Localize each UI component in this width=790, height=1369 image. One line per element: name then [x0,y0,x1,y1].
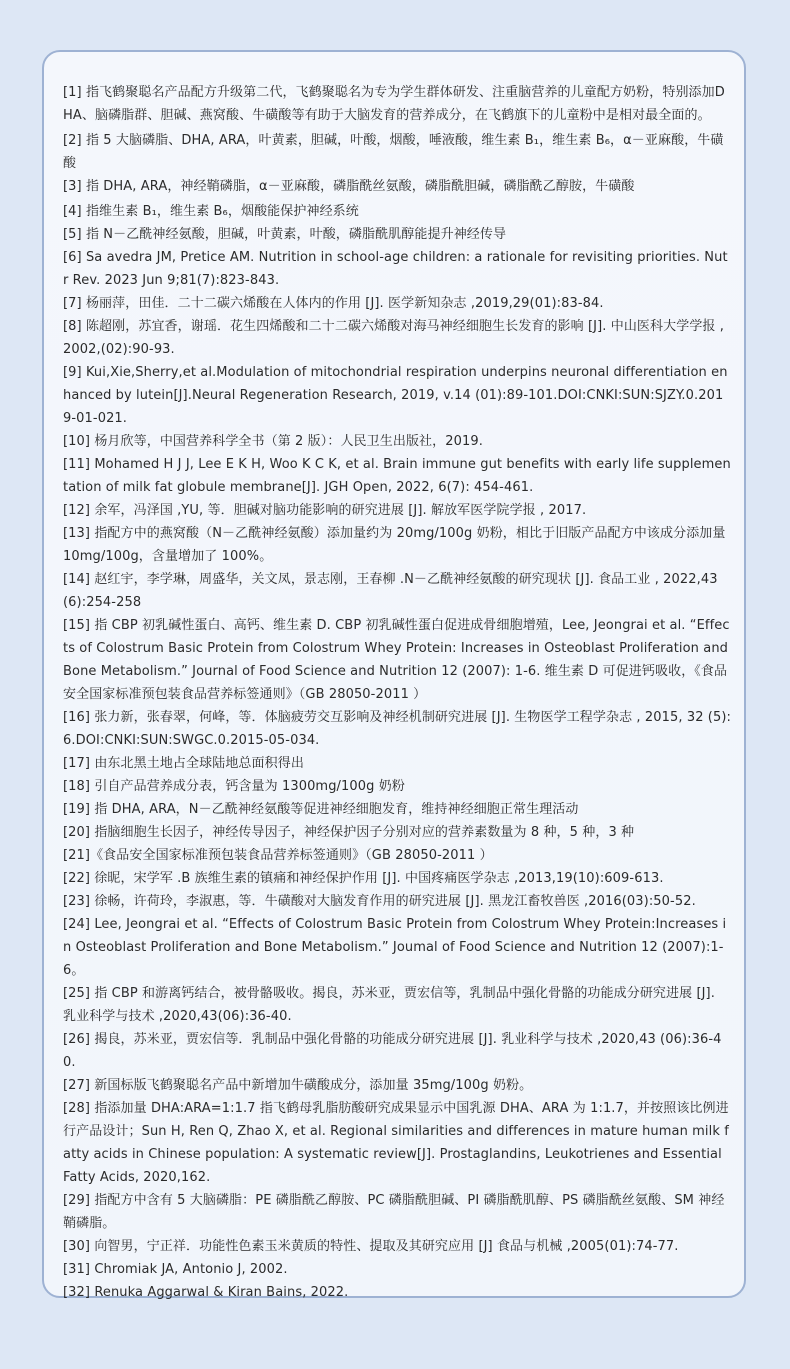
reference-item-6: [6] Sa avedra JM, Pretice AM. Nutrition in school-age children: a rationale for revisiting priorities. Nutr Rev. 2023 Jun 9;81(7):823-843. [63,250,728,288]
reference-item-30: [30] 向智男，宁正祥．功能性色素玉米黄质的特性、提取及其研究应用 [J] 食品与机械 ,2005(01):74-77. [63,1239,679,1254]
reference-item-14: [14] 赵红宇，李学琳，周盛华，关文凤，景志刚，王春柳 .N－乙酰神经氨酸的研究现状 [J]. 食品工业 , 2022,43(6):254-258 [63,572,718,610]
reference-item-12: [12] 余军，冯泽国 ,YU, 等．胆碱对脑功能影响的研究进展 [J]. 解放军医学院学报 , 2017. [63,503,587,518]
reference-item-9: [9] Kui,Xie,Sherry,et al.Modulation of mitochondrial respiration underpins neuronal differentiation enhanced by lutein[J].Neural Regeneration Research, 2019, v.14 (01):89-101.DOI:CNKI:SUN:SJZY.0.2019-01-021. [63,365,728,426]
reference-item-17: [17] 由东北黑土地占全球陆地总面积得出 [63,756,304,771]
reference-item-8: [8] 陈超刚，苏宜香，谢瑶．花生四烯酸和二十二碳六烯酸对海马神经细胞生长发育的影响 [J]. 中山医科大学学报 ,2002,(02):90-93. [63,319,724,357]
reference-item-26: [26] 揭良，苏米亚，贾宏信等．乳制品中强化骨骼的功能成分研究进展 [J]. 乳业科学与技术 ,2020,43 (06):36-40. [63,1032,722,1070]
reference-item-3: [3] 指 DHA, ARA，神经鞘磷脂，α－亚麻酸，磷脂酰丝氨酸，磷脂酰胆碱，磷脂酰乙醇胺，牛磺酸 [63,179,635,194]
reference-item-10: [10] 杨月欣等，中国营养科学全书（第 2 版）：人民卫生出版社，2019. [63,434,483,449]
reference-item-1: [1] 指飞鹤聚聪名产品配方升级第二代，飞鹤聚聪名为专为学生群体研发、注重脑营养的儿童配方奶粉，特别添加DHA、脑磷脂群、胆碱、燕窝酸、牛磺酸等有助于大脑发育的营养成分，在飞鹤旗下的儿童粉中是相对最全面的。 [63,85,725,123]
reference-item-28: [28] 指添加量 DHA:ARA=1:1.7 指飞鹤母乳脂肪酸研究成果显示中国乳源 DHA、ARA 为 1:1.7，并按照该比例进行产品设计；Sun H, Ren Q, Zhao X, et al. Regional similarities and differences in mature human milk fatty acids in Chinese population: A systematic review[J]. Prostaglandins, Leukotrienes and Essential Fatty Acids, 2020,162. [63,1101,729,1185]
reference-item-27: [27] 新国标版飞鹤聚聪名产品中新增加牛磺酸成分，添加量 35mg/100g 奶粉。 [63,1078,533,1093]
reference-item-20: [20] 指脑细胞生长因子，神经传导因子，神经保护因子分别对应的营养素数量为 8 种，5 种，3 种 [63,825,635,840]
reference-item-15: [15] 指 CBP 初乳碱性蛋白、高钙、维生素 D. CBP 初乳碱性蛋白促进成骨细胞增殖，Lee, Jeongrai et al. “Effects of Colostrum Basic Protein from Colostrum Whey Protein: Increases in Osteoblast Proliferation and Bone Metabolism.” Journal of Food Science and Nutrition 12 (2007): 1-6. 维生素 D 可促进钙吸收，《食品安全国家标准预包装食品营养标签通则》（GB 28050-2011 ） [63,618,730,702]
reference-item-4: [4] 指维生素 B₁，维生素 B₆，烟酸能保护神经系统 [63,204,359,219]
reference-item-19: [19] 指 DHA, ARA，N－乙酰神经氨酸等促进神经细胞发育，维持神经细胞正常生理活动 [63,802,579,817]
reference-item-22: [22] 徐昵，宋学军 .B 族维生素的镇痛和神经保护作用 [J]. 中国疼痛医学杂志 ,2013,19(10):609-613. [63,871,664,886]
reference-item-5: [5] 指 N－乙酰神经氨酸，胆碱，叶黄素，叶酸，磷脂酰肌醇能提升神经传导 [63,227,507,242]
reference-item-11: [11] Mohamed H J J, Lee E K H, Woo K C K, et al. Brain immune gut benefits with early life supplementation of milk fat globule membrane[J]. JGH Open, 2022, 6(7): 454-461. [63,457,731,495]
reference-item-7: [7] 杨丽萍，田佳．二十二碳六烯酸在人体内的作用 [J]. 医学新知杂志 ,2019,29(01):83-84. [63,296,604,311]
reference-item-24: [24] Lee, Jeongrai et al. “Effects of Colostrum Basic Protein from Colostrum Whey Protein:Increases in Osteoblast Proliferation and Bone Metabolism.” Joumal of Food Science and Nutrition 12 (2007):1-6。 [63,917,727,978]
reference-item-31: [31] Chromiak JA, Antonio J, 2002. [63,1262,288,1277]
reference-item-29: [29] 指配方中含有 5 大脑磷脂：PE 磷脂酰乙醇胺、PC 磷脂酰胆碱、PI 磷脂酰肌醇、PS 磷脂酰丝氨酸、SM 神经鞘磷脂。 [63,1193,725,1231]
reference-item-32: [32] Renuka Aggarwal & Kiran Bains, 2022. [63,1285,349,1300]
reference-item-18: [18] 引自产品营养成分表，钙含量为 1300mg/100g 奶粉 [63,779,405,794]
reference-item-13: [13] 指配方中的燕窝酸（N－乙酰神经氨酸）添加量约为 20mg/100g 奶粉，相比于旧版产品配方中该成分添加量 10mg/100g，含量增加了 100%。 [63,526,726,564]
reference-item-21: [21]《食品安全国家标准预包装食品营养标签通则》（GB 28050-2011 ） [63,848,493,863]
reference-item-16: [16] 张力新，张春翠，何峰，等．体脑疲劳交互影响及神经机制研究进展 [J]. 生物医学工程学杂志 , 2015, 32 (5):6.DOI:CNKI:SUN:SWGC.0.2015-05-034. [63,710,732,748]
reference-list [63,81,731,1304]
reference-item-2: [2] 指 5 大脑磷脂、DHA, ARA，叶黄素，胆碱，叶酸，烟酸，唾液酸，维生素 B₁，维生素 B₆，α－亚麻酸，牛磺酸 [63,133,724,171]
reference-item-23: [23] 徐畅，许荷玲，李淑惠，等．牛磺酸对大脑发育作用的研究进展 [J]. 黑龙江畜牧兽医 ,2016(03):50-52. [63,894,696,909]
reference-item-25: [25] 指 CBP 和游离钙结合，被骨骼吸收。揭良，苏米亚，贾宏信等，乳制品中强化骨骼的功能成分研究进展 [J]. 乳业科学与技术 ,2020,43(06):36-40. [63,986,715,1024]
